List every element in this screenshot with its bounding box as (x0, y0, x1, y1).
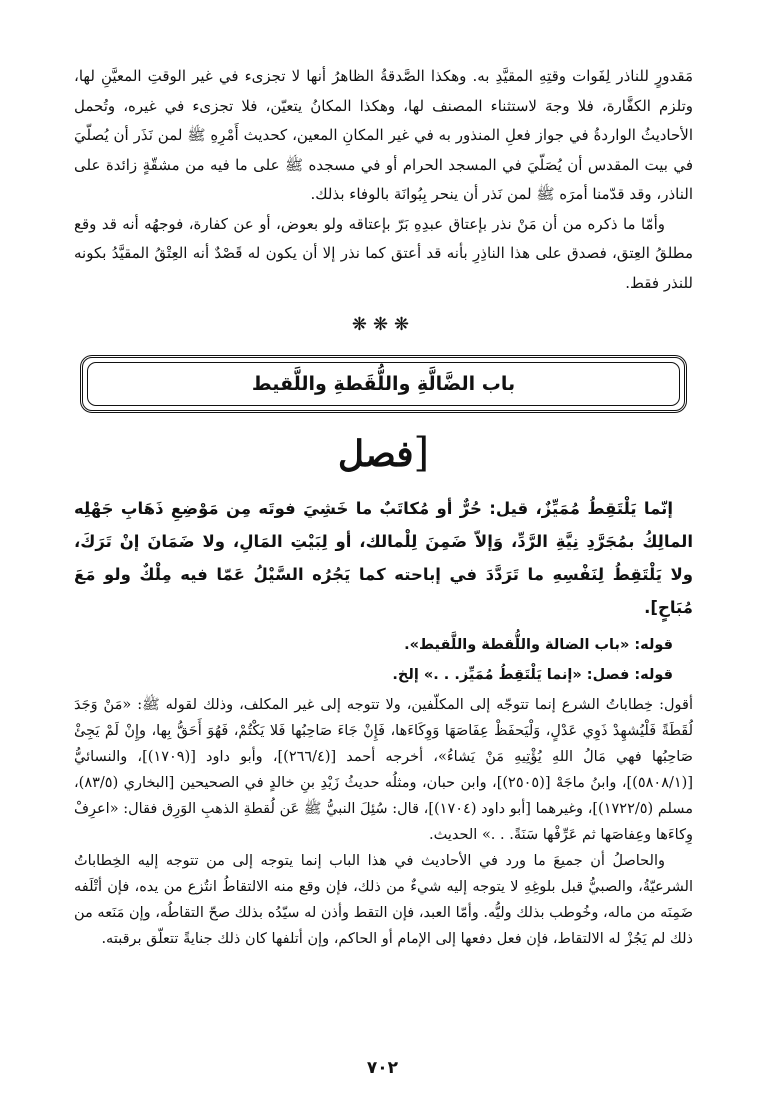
chapter-title-frame (80, 355, 687, 413)
matn-paragraph: إنّما يَلْتَقِطُ مُمَيِّزٌ، قيل: حُرٌّ أو مُكاتَبٌ ما خَشِيَ فوتَه مِن مَوْضِعِ ذَهَابِ جَهْلِه المالِكُ بمُجَرَّدِ نِيَّةِ الرَّدِّ، وَإلاّ ضَمِنَ لِلْمالك، أو لِبَيْتِ المَالِ، ولا ضَمَانَ إنْ تَرَكَ، ولا يَلْتَقِطُ لِنَفْسِهِ ما تَرَدَّدَ في إباحته كما يَجُرُه السَّيْلُ عَمّا فيه مِلْكٌ ولو مَعَ مُبَاحٍ]. (74, 499, 693, 617)
qawl-line: قوله: «باب الضالة واللُّقطة واللَّقيط». (404, 637, 673, 653)
commentary-paragraph: والحاصلُ أن جميعَ ما ورد في الأحاديث في هذا الباب إنما يتوجه إلى من تتوجه إليه الخِطاباتُ الشرعيّةُ، والصبيُّ قبل بلوغِهِ لا يتوجه إليه شيءٌ من ذلك، فإن وقع منه الالتقاطُ انتُزع من يده، فإن أتْلَفه ضَمِنَه من ماله، وخُوطب بذلك وليُّه. وأمّا العبد، فإن التقط وأذن له سيّدُه بذلك صحّ التقاطُه، وإن مَنَعه من ذلك لم يَجُزْ له الالتقاط، فإن فعل دفعها إلى الإمام أو الحاكم، وإن أتلفها كان ذلك جنايةً تتعلّق برقبته. (74, 853, 693, 947)
fasl-heading: [فصل (337, 430, 430, 476)
section-separator: ❋❋❋ (351, 314, 416, 335)
page-number: ٧٠٢ (366, 1058, 399, 1078)
paragraph: وأمّا ما ذكره من أن مَنْ نذر بإعتاق عبدِهِ بَرّ بإعتاقه ولو بعوض، أو عن كفارة، فوجهُه أنه قد وقع مطلقُ العِتق، فصدق على هذا الناذِرِ بأنه قد أعتق كما نذر إلا أن يكون له قَصْدٌ أنه العِتْقُ المقيَّدُ بكونه للنذر فقط. (74, 214, 693, 292)
paragraph: مَقدورٍ للناذر لِفَوات وقتِهِ المقيَّدِ به. وهكذا الصَّدقةُ الظاهرُ أنها لا تجزىء في غير الوقتِ المعيَّنِ لها، وتلزم الكفَّارة، فلا وجهَ لاستثناء المصنف لها، وهكذا المكانُ يتعيّن، فلا تجزىء في غيره، وتُحمل الأحاديثُ الواردةُ في جواز فعلِ المنذور به في غير المكانِ المعين، كحديث أَمْرِهِ ﷺ لمن نَذَر أن يُصلّيَ في بيت المقدس أن يُصَلّيَ في المسجد الحرام أو في مسجده ﷺ على ما فيه من مشقّةٍ زائدة على الناذر، وقد قدّمنا أمرَه ﷺ لمن نَذر أن ينحر بِبُوانَة بالوفاء بذلك. (74, 67, 693, 203)
commentary-text (74, 692, 693, 952)
fasl-heading-text: فصل (337, 433, 414, 475)
matn-text (74, 492, 693, 624)
fasl-heading-wrap (74, 429, 693, 478)
commentary-paragraph: أقول: خِطاباتُ الشرع إنما تتوجّه إلى المكلّفين، ولا تتوجه إلى غير المكلف، وذلك لقوله ﷺ: «مَنْ وَجَدَ لُقَطَةً فَلْيُشهِدْ ذَوِي عَدْلٍ، وَلْيَحفَظْ عِفَاصَهَا وَوِكَاءَها، فَإِنْ جَاءَ صَاحِبُها فَلا يَكْتُمْ، فَهُوَ أَحَقُّ بِها، وإِنْ لَمْ يَجِئْ صَاحِبُها فهي مَالُ اللهِ يُؤْتِيهِ مَنْ يَشاءُ»، أخرجه أحمد [(٢٦٦/٤)]، وأبو داود [(١٧٠٩)]، والنسائيُّ [(٥٨٠٨/١)]، وابنُ ماجَهْ [(٢٥٠٥)]، وابن حبان، ومثلُه حديثُ زَيْدِ بنِ خالدٍ في الصحيحين [البخاري (٨٣/٥)، مسلم (١٧٢٢/٥)]، وغيرهما [أبو داود (١٧٠٤)]، قال: سُئِلَ النبيُّ ﷺ عَن لُقطةِ الذهبِ الوَرِق فقال: «اعرِفْ وِكاءَها وعِفاصَها ثم عَرِّفْها سَنَةً. . .» الحديث. (74, 697, 694, 843)
previous-section-text (74, 62, 693, 298)
chapter-title: باب الضَّالَّةِ واللُّقَطةِ واللَّقيط (87, 362, 680, 406)
qawl-line: قوله: فصل: «إنما يَلْتَقِطُ مُمَيِّز. . .» إلخ. (392, 667, 673, 683)
qawl-lines (74, 630, 693, 690)
